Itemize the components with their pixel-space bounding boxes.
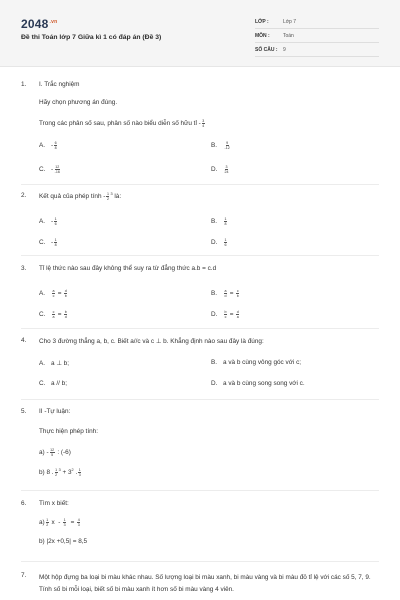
denominator: 8	[54, 243, 57, 247]
denominator: -16	[54, 170, 60, 174]
meta-row-class	[255, 15, 379, 29]
denominator: b	[236, 294, 239, 298]
fraction	[46, 518, 49, 527]
option-a[interactable]	[39, 359, 69, 367]
question-1	[21, 81, 381, 181]
meta-key: LỚP :	[255, 18, 269, 25]
option-b[interactable]	[211, 359, 301, 366]
denominator: a	[52, 315, 55, 319]
option-label: D.	[211, 166, 218, 174]
question-text: Cho 3 đường thẳng a, b, c. Biết a//c và c ⊥ b. Khẳng định nào sau đây là đúng:	[39, 338, 264, 345]
numerator: 1	[55, 468, 58, 472]
numerator: 1	[78, 468, 81, 472]
option-label: A.	[39, 360, 46, 367]
numerator: a	[52, 289, 55, 293]
question-number: 1.	[21, 81, 27, 88]
fraction	[52, 310, 55, 319]
option-label: C.	[39, 239, 46, 247]
fraction	[224, 310, 227, 319]
option-text: a // b;	[51, 380, 67, 387]
fraction	[224, 165, 229, 174]
question-number: 3.	[21, 265, 27, 272]
question-number: 4.	[21, 337, 27, 344]
question-3	[21, 265, 381, 325]
option-b[interactable]	[211, 217, 228, 226]
denominator: 5	[51, 453, 54, 457]
question-number: 7.	[21, 572, 27, 579]
denominator: 6	[224, 243, 227, 247]
divider	[21, 255, 379, 256]
fraction	[224, 289, 227, 298]
exponent: 2	[71, 468, 74, 473]
denominator: d	[64, 315, 67, 319]
numerator: 1	[106, 192, 109, 196]
option-label: C.	[39, 380, 46, 387]
denominator: 8	[54, 146, 57, 150]
expression-equals: =	[67, 519, 75, 527]
denominator: 24	[224, 170, 229, 174]
option-a[interactable]	[39, 217, 58, 226]
numerator: c	[236, 289, 239, 293]
denominator: -12	[224, 146, 230, 150]
fraction	[52, 289, 55, 298]
question-text-body: Kết quả của phép tính -	[39, 193, 106, 201]
exponent: 3	[110, 192, 113, 197]
divider	[21, 328, 379, 329]
denominator: c	[224, 315, 227, 319]
option-label: B.	[211, 218, 218, 226]
question-7	[21, 572, 381, 598]
option-c[interactable]	[39, 238, 58, 247]
page-header	[0, 0, 400, 67]
question-text	[39, 119, 206, 128]
expression-prefix: a)	[39, 519, 45, 527]
question-number: 2.	[21, 192, 27, 199]
divider	[21, 561, 379, 562]
option-b[interactable]: B. $\frac{a}{d}$ = $\frac{c}{b}$	[211, 289, 239, 298]
divider	[21, 184, 379, 185]
fraction	[64, 289, 67, 298]
option-a[interactable]	[39, 141, 58, 150]
option-label: B.	[211, 290, 218, 298]
fraction	[50, 448, 55, 457]
expression-mid: + 3	[60, 469, 72, 477]
option-label: D.	[211, 311, 218, 319]
exponent: 3	[58, 468, 61, 473]
expression-b	[39, 468, 82, 477]
denominator: d	[224, 294, 227, 298]
denominator: b	[64, 294, 67, 298]
expression-mid: x -	[49, 519, 61, 527]
fraction	[54, 141, 57, 150]
expression-b: b) |2x +0,5| = 8,5	[39, 538, 88, 545]
option-label: A.	[39, 290, 46, 298]
option-d[interactable]	[211, 165, 230, 174]
option-label: A.	[39, 142, 46, 150]
logo-suffix: .vn	[49, 19, 58, 25]
numerator: 1	[224, 217, 227, 221]
meta-info	[255, 15, 379, 57]
meta-row-subject	[255, 29, 379, 43]
question-4	[21, 337, 381, 397]
option-sign: -	[51, 218, 54, 226]
divider	[21, 490, 379, 491]
fraction	[64, 310, 67, 319]
option-label: C.	[39, 166, 46, 174]
option-text: a và b cùng song song với c.	[223, 380, 305, 387]
fraction	[106, 192, 109, 201]
section-heading: I. Trắc nghiệm	[39, 81, 80, 88]
denominator: 2	[106, 197, 109, 201]
expression-rest: : (-6)	[55, 449, 71, 457]
denominator: a	[236, 315, 239, 319]
section-heading: II -Tự luận:	[39, 408, 71, 415]
option-text: a ⊥ b;	[51, 360, 70, 367]
denominator: 8	[224, 222, 227, 226]
fraction	[55, 468, 58, 477]
option-label: A.	[39, 218, 46, 226]
numerator: 1	[63, 518, 66, 522]
numerator: 9	[226, 141, 229, 145]
question-6	[21, 500, 381, 550]
numerator: 4	[77, 518, 80, 522]
expression-a	[39, 448, 71, 457]
numerator: 12	[50, 448, 55, 452]
page-title: Đề thi Toán lớp 7 Giữa kì 1 có đáp án (Đề 3)	[21, 34, 162, 41]
expression-mid: .	[73, 469, 78, 477]
instruction-text: Hãy chọn phương án đúng.	[39, 99, 118, 106]
numerator: 12	[55, 165, 60, 169]
question-text: Một hộp đựng ba loại bi màu khác nhau. Số lượng loại bi màu xanh, bi màu vàng và bi màu đỏ tỉ lệ với các số 5, 7, 9. Tính số bi mỗi loại, biết số bi màu xanh ít hơn số bi màu vàng 4 viên.	[39, 574, 371, 593]
denominator: 3	[63, 523, 66, 527]
question-number: 5.	[21, 408, 27, 415]
option-c[interactable]	[39, 165, 61, 174]
numerator: d	[64, 289, 67, 293]
question-5	[21, 408, 381, 488]
option-label: B.	[211, 142, 218, 150]
numerator: d	[236, 310, 239, 314]
question-text-body: Trong các phân số sau, phân số nào biểu diễn số hữu tỉ -	[39, 120, 201, 128]
option-label: D.	[211, 239, 218, 247]
numerator: c	[52, 310, 55, 314]
numerator: a	[224, 289, 227, 293]
question-text	[39, 192, 121, 201]
meta-value: Lớp 7	[283, 18, 297, 25]
instruction-text: Thực hiện phép tính:	[39, 428, 98, 435]
option-d[interactable]	[211, 238, 228, 247]
numerator: 6	[54, 141, 57, 145]
option-d[interactable]: D. $\frac{b}{c}$ = $\frac{d}{a}$	[211, 310, 239, 319]
option-sign: -	[51, 142, 54, 150]
denominator: 6	[54, 222, 57, 226]
denominator: 3	[77, 523, 80, 527]
option-sign: -	[51, 166, 54, 174]
expression-a	[39, 518, 81, 527]
option-d[interactable]	[211, 380, 305, 387]
expression-prefix: a) -	[39, 449, 49, 457]
logo-text: 2048	[21, 17, 49, 31]
meta-key: SỐ CÂU :	[255, 46, 278, 53]
fraction	[77, 518, 80, 527]
question-text-tail: là:	[112, 193, 122, 201]
fraction	[224, 238, 227, 247]
fraction	[224, 141, 230, 150]
site-logo[interactable]	[21, 17, 57, 31]
meta-key: MÔN :	[255, 32, 270, 39]
fraction	[202, 119, 205, 128]
meta-row-count	[255, 43, 379, 57]
fraction	[236, 289, 239, 298]
meta-value: 9	[283, 46, 286, 53]
option-c[interactable]	[39, 380, 67, 387]
fraction	[236, 310, 239, 319]
numerator: 3	[202, 119, 205, 123]
fraction	[54, 165, 60, 174]
denominator: 4	[202, 124, 205, 128]
numerator: 1	[46, 518, 49, 522]
numerator: 1	[224, 238, 227, 242]
denominator: 2	[46, 523, 49, 527]
denominator: c	[52, 294, 55, 298]
fraction	[63, 518, 66, 527]
option-b[interactable]	[211, 141, 231, 150]
numerator: 3	[225, 165, 228, 169]
question-text: Tỉ lệ thức nào sau đây không thể suy ra từ đẳng thức a.b = c.d	[39, 265, 217, 272]
fraction	[224, 217, 227, 226]
option-label: C.	[39, 311, 46, 319]
option-a[interactable]: A. $\frac{a}{c}$ = $\frac{d}{b}$	[39, 289, 67, 298]
option-label: B.	[211, 359, 218, 366]
fraction	[54, 217, 57, 226]
option-text: a và b cùng vông góc với c;	[223, 359, 302, 366]
expression-prefix: b) 8 .	[39, 469, 54, 477]
option-sign: -	[51, 239, 54, 247]
fraction	[78, 468, 81, 477]
denominator: 2	[55, 473, 58, 477]
divider	[21, 399, 379, 400]
denominator: 3	[78, 473, 81, 477]
question-text: Tìm x biết:	[39, 500, 69, 507]
numerator: 1	[54, 217, 57, 221]
option-c[interactable]: C. $\frac{c}{a}$ = $\frac{b}{d}$	[39, 310, 67, 319]
question-2	[21, 192, 381, 252]
meta-value: Toán	[283, 32, 294, 39]
fraction	[54, 238, 57, 247]
numerator: 1	[54, 238, 57, 242]
numerator: b	[224, 310, 227, 314]
numerator: b	[64, 310, 67, 314]
option-label: D.	[211, 380, 218, 387]
question-number: 6.	[21, 500, 27, 507]
